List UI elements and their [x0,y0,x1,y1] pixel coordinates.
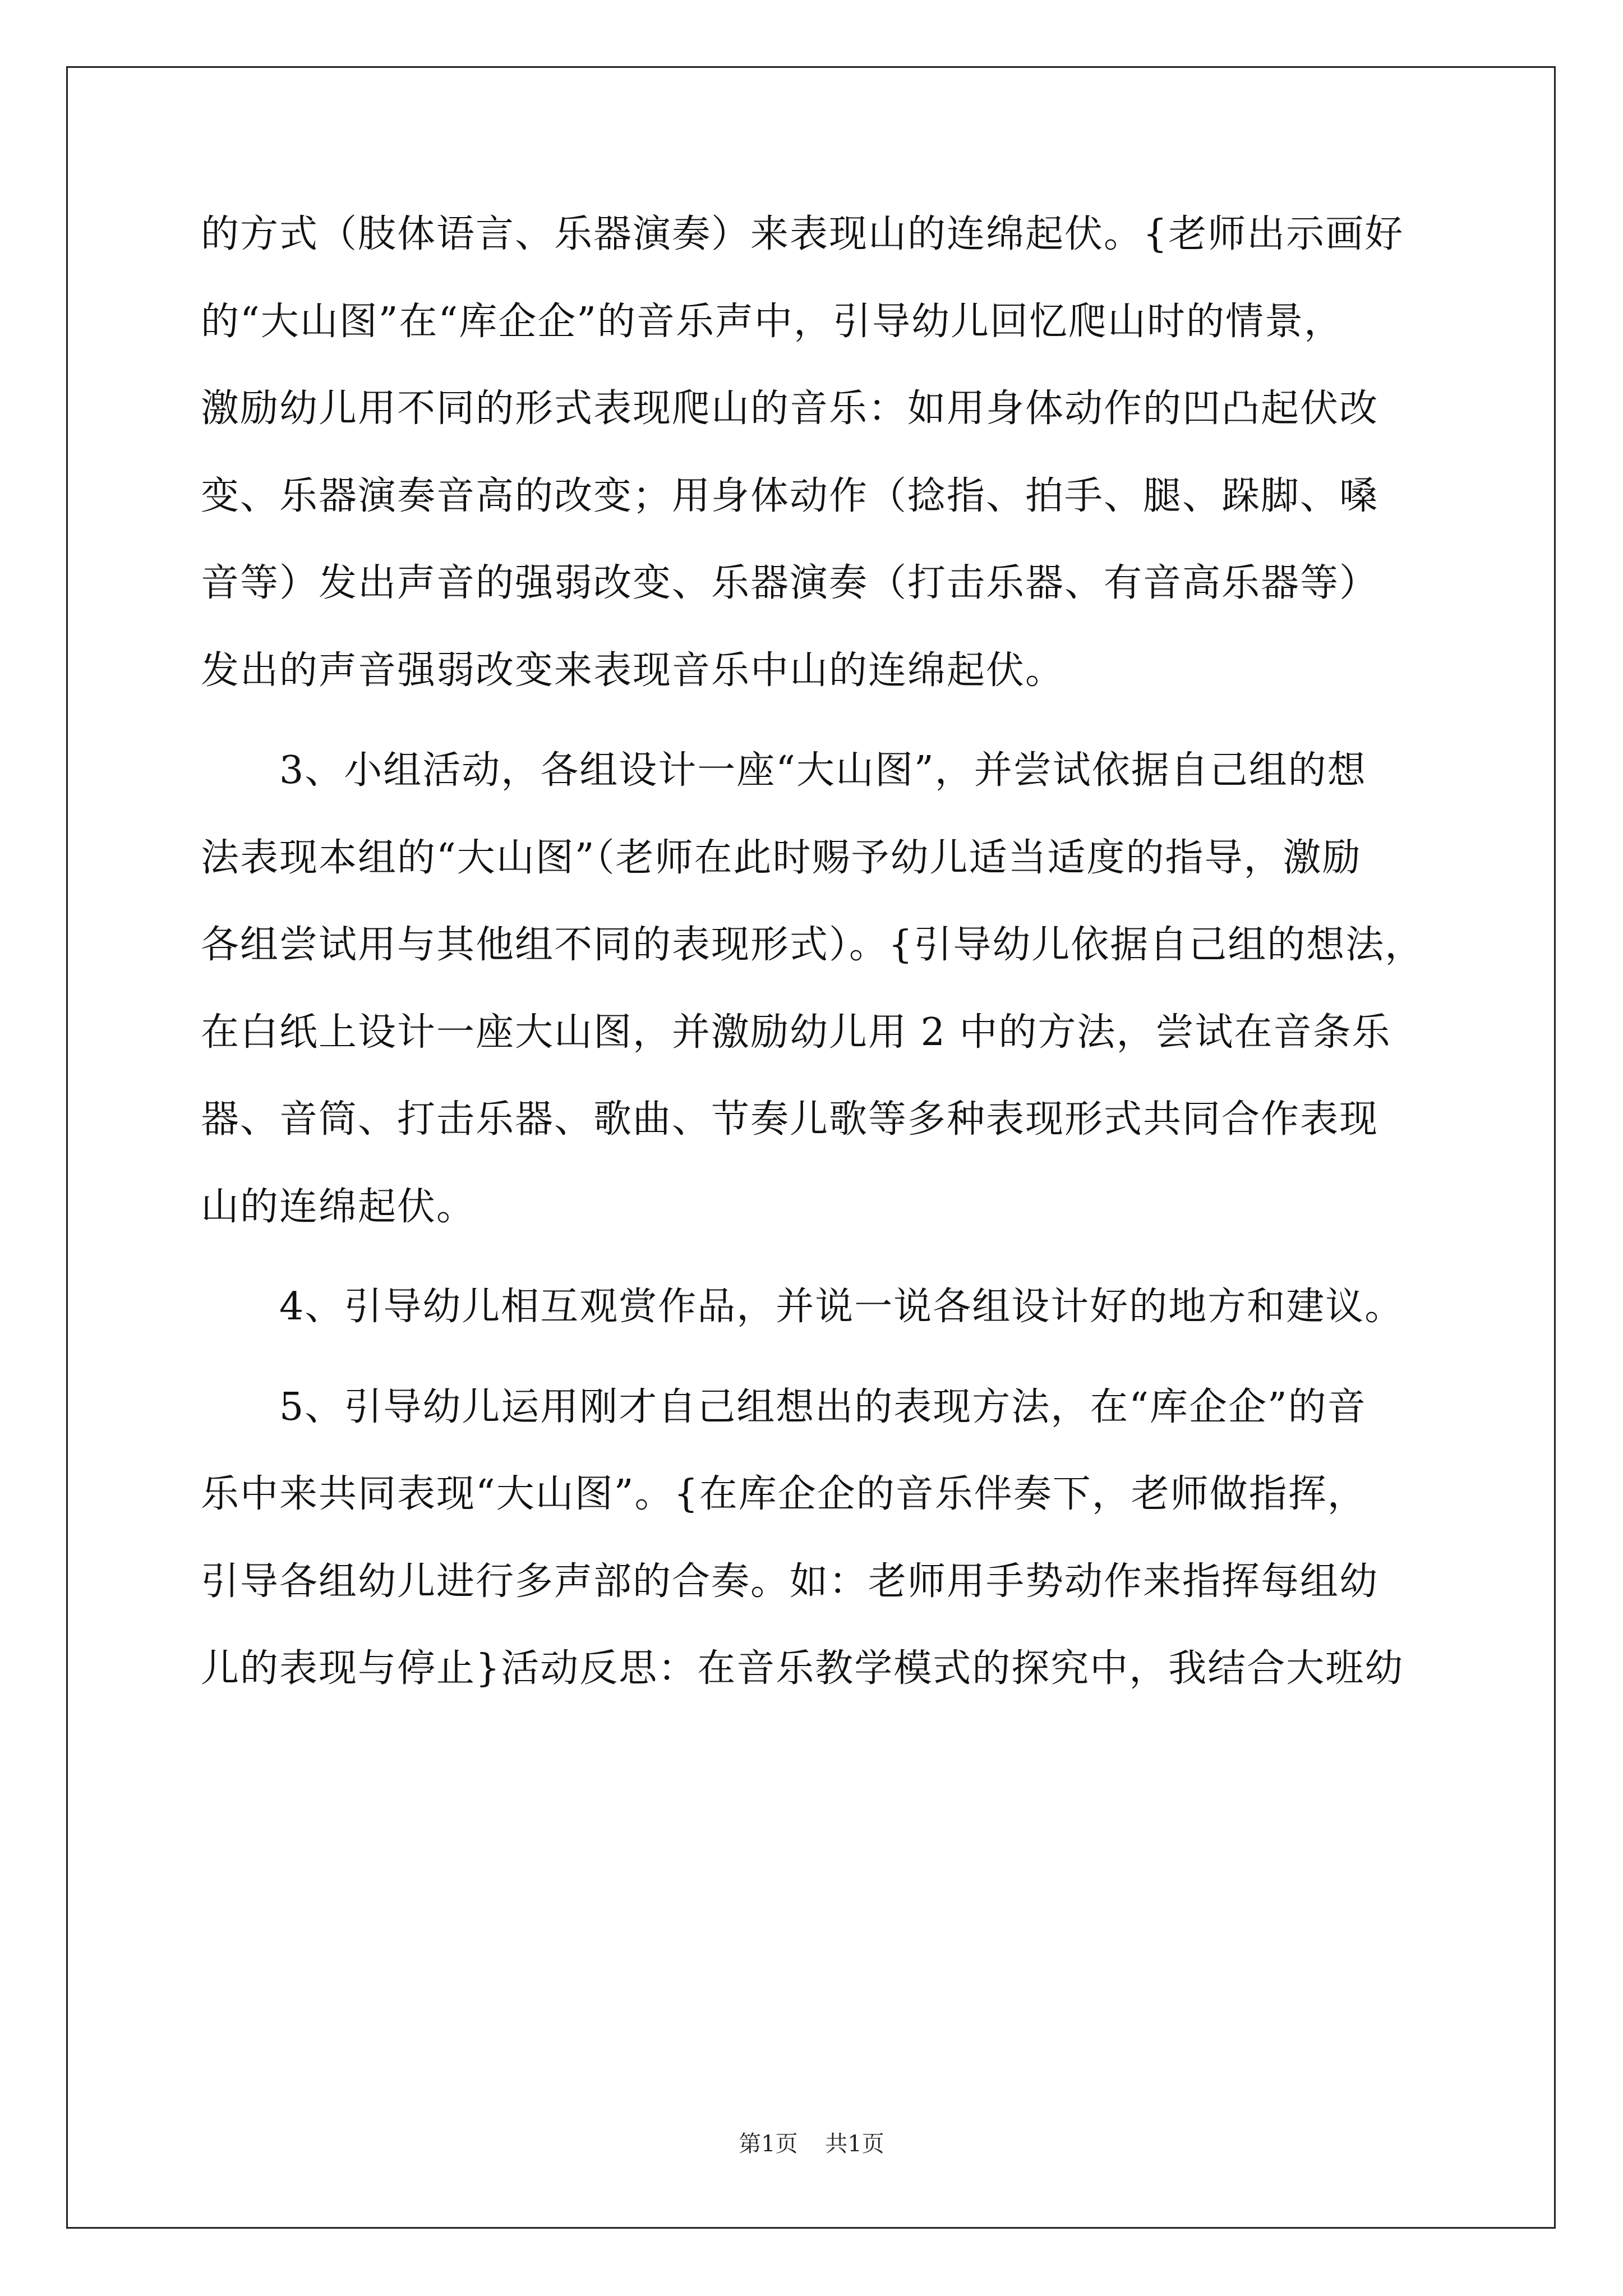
document-body [201,191,1435,1713]
text-line: 音等）发出声音的强弱改变、乐器演奏（打击乐器、有音高乐器等） [201,561,1379,605]
text-line: 的方式（肢体语言、乐器演奏）来表现山的连绵起伏。{老师出示画好 [201,212,1404,256]
text-line: 各组尝试用与其他组不同的表现形式）。{引导幼儿依据自己组的想法， [201,923,1424,967]
text-line: 5、引导幼儿运用刚才自己组想出的表现方法，在“库企企”的音 [279,1384,1367,1429]
text-line: 3、小组活动，各组设计一座“大山图”，并尝试依据自己组的想 [279,748,1367,793]
text-line: 发出的声音强弱改变来表现音乐中山的连绵起伏。 [201,648,1065,693]
page-footer [0,2126,1623,2158]
paragraph-1 [201,191,1435,714]
text-line: 儿的表现与停止}活动反思：在音乐教学模式的探究中，我结合大班幼 [201,1646,1404,1691]
text-line: 激励幼儿用不同的形式表现爬山的音乐：如用身体动作的凹凸起伏改 [201,386,1379,431]
text-line: 变、乐器演奏音高的改变；用身体动作（捻指、拍手、腿、跺脚、嗓 [201,473,1379,518]
text-line: 的“大山图”在“库企企”的音乐声中，引导幼儿回忆爬山时的情景， [201,299,1344,344]
text-line: 引导各组幼儿进行多声部的合奏。如：老师用手势动作来指挥每组幼 [201,1559,1379,1604]
text-line: 在白纸上设计一座大山图，并激励幼儿用 2 中的方法，尝试在音条乐 [201,1010,1391,1055]
text-line: 4、引导幼儿相互观赏作品，并说一说各组设计好的地方和建议。 [279,1285,1404,1329]
text-line: 山的连绵起伏。 [201,1184,476,1229]
page-number: 第1页 [739,2131,798,2157]
paragraph-4 [201,1364,1435,1713]
page-total: 共1页 [825,2131,884,2157]
paragraph-2 [201,727,1435,1250]
paragraph-3 [201,1263,1435,1351]
text-line: 乐中来共同表现“大山图”。{在库企企的音乐伴奏下，老师做指挥， [201,1472,1367,1516]
text-line: 法表现本组的“大山图”（老师在此时赐予幼儿适当适度的指导，激励 [201,835,1362,880]
text-line: 器、音筒、打击乐器、歌曲、节奏儿歌等多种表现形式共同合作表现 [201,1097,1379,1142]
